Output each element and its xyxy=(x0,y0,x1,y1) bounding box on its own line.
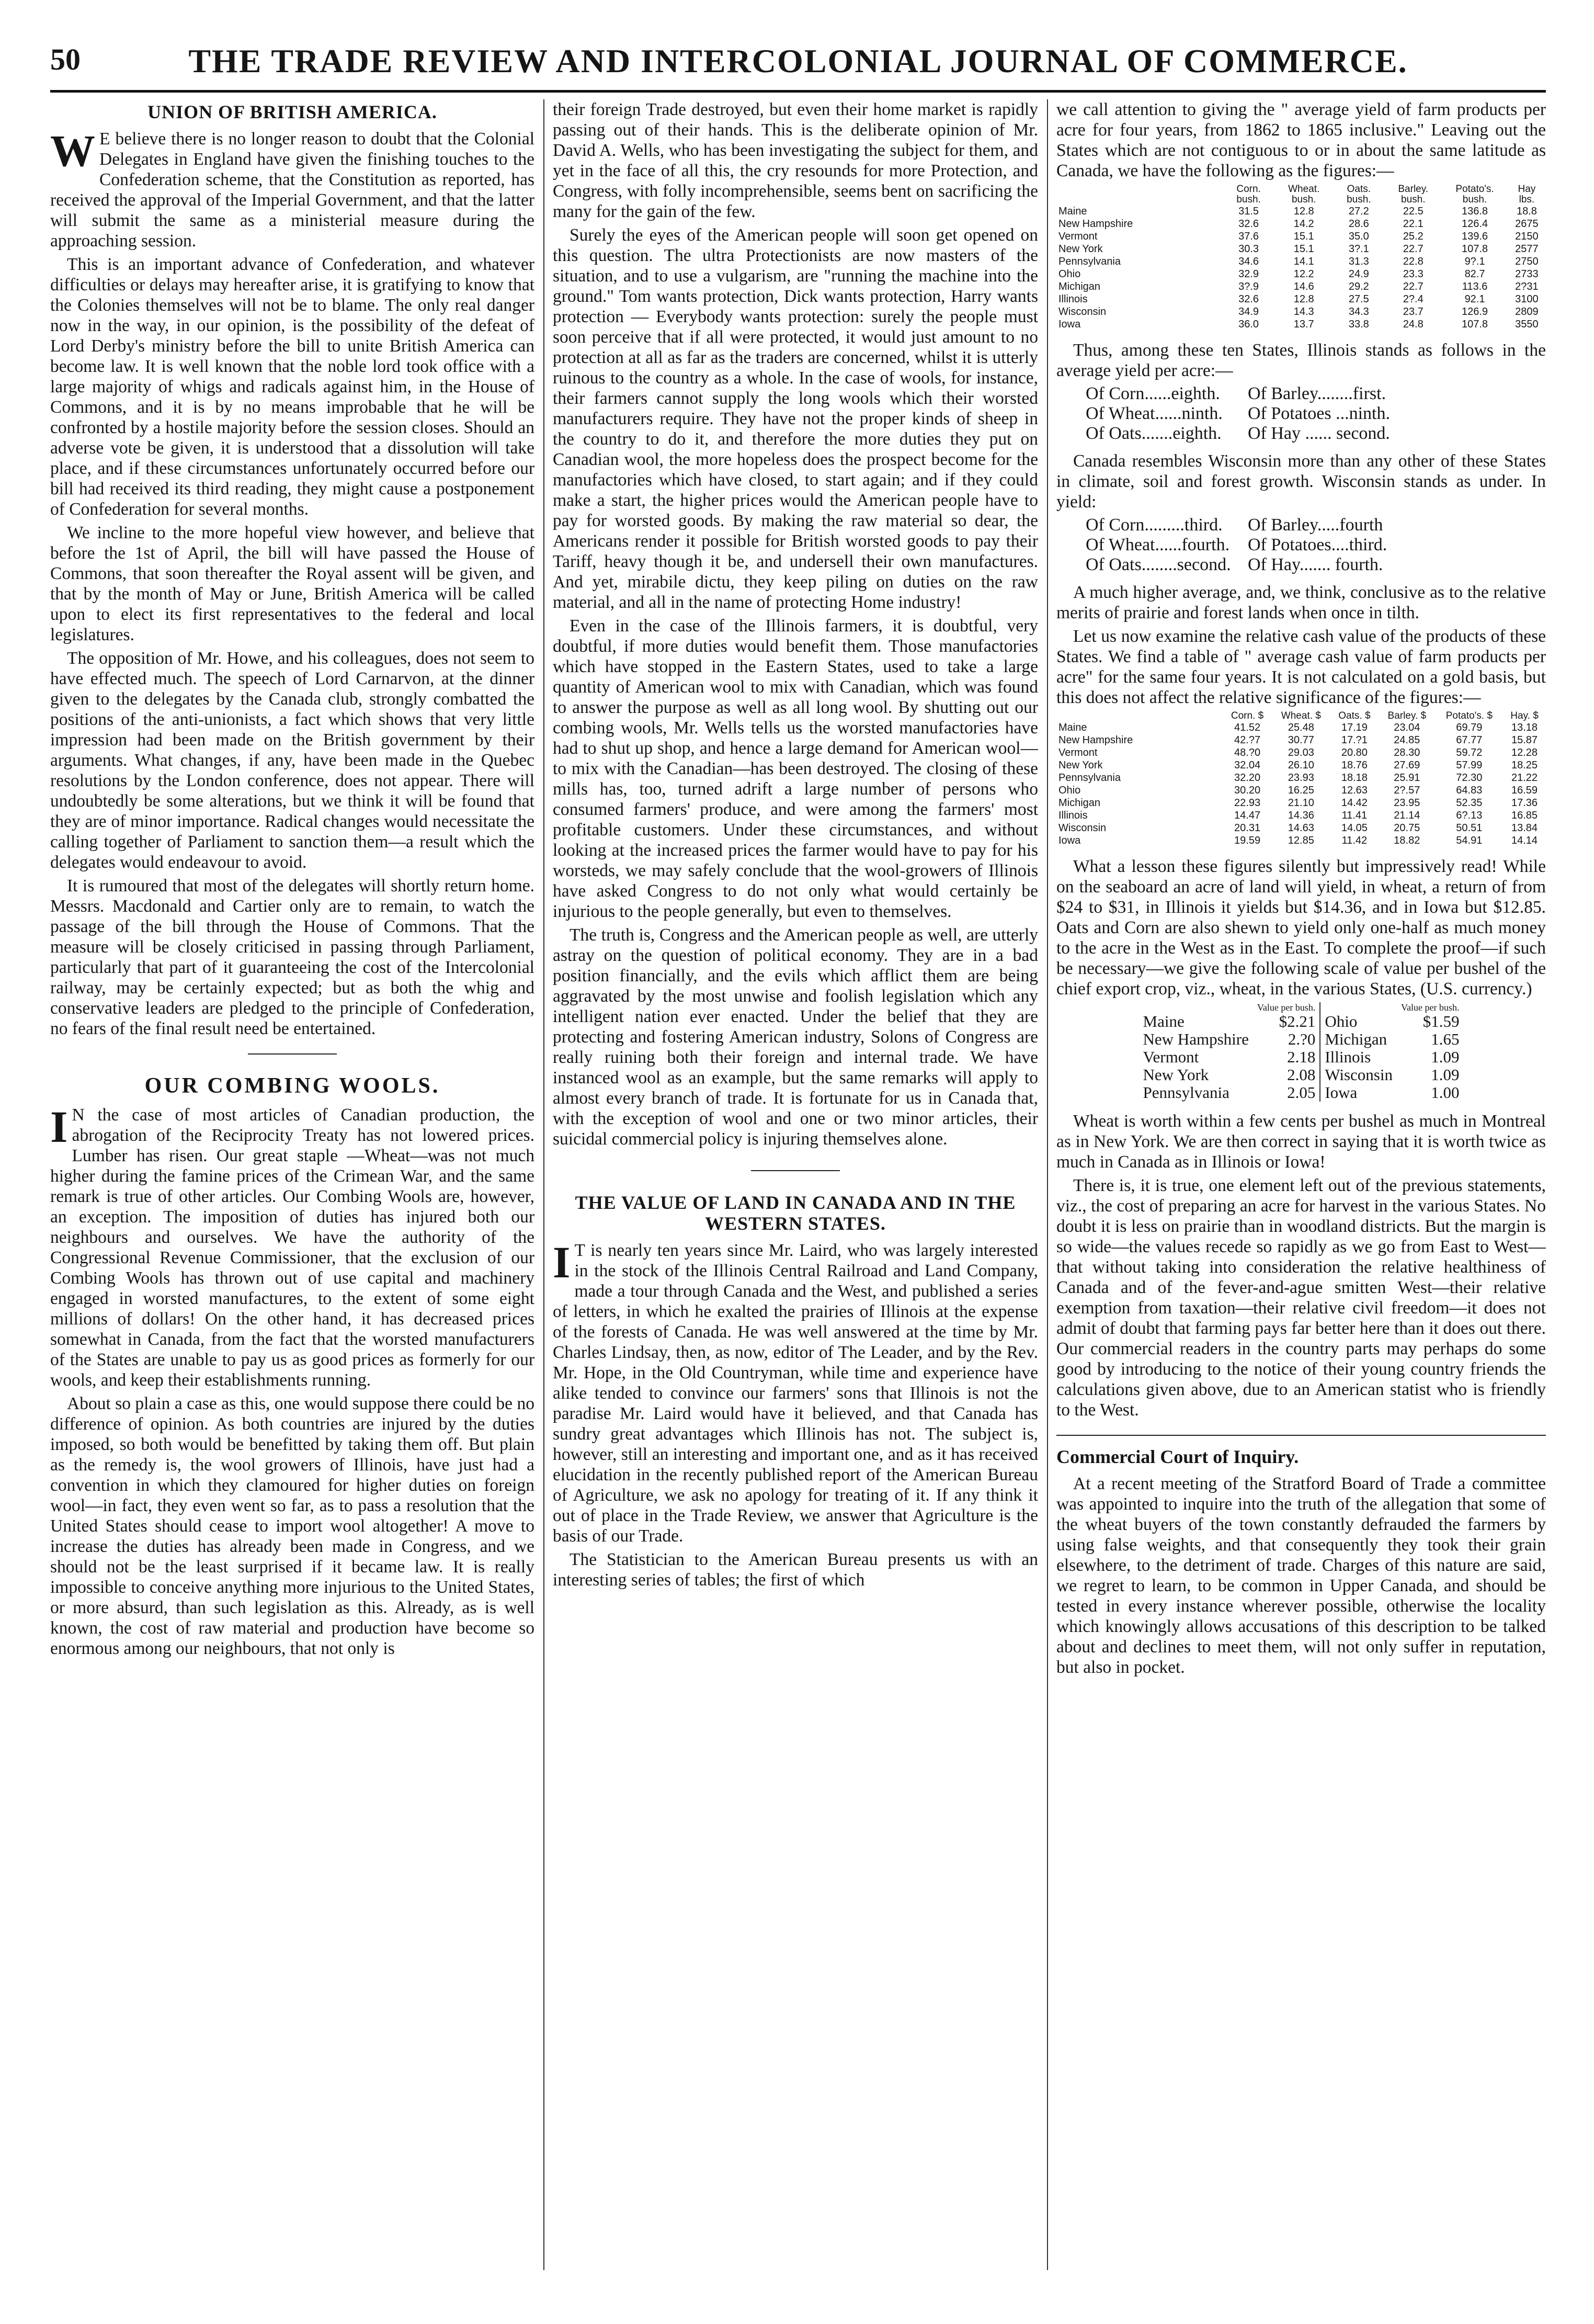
value-cell: 27.2 xyxy=(1348,206,1369,217)
value-cell: 30.77 xyxy=(1288,734,1314,746)
column-header: Wheat. $ xyxy=(1281,710,1321,721)
table-row xyxy=(1056,759,1546,772)
table-row xyxy=(1056,268,1546,280)
value-cell: 54.91 xyxy=(1456,835,1483,846)
value-cell: 113.6 xyxy=(1462,281,1488,292)
article-paragraph: Even in the case of the Illinois farmers, it is doubtful, very doubtful, if more duties would benefit them. Those manufactories which have stopped in the Eastern States, used to take a large quantity of American wool to mix with Canadian, which was found to answer the purpose as well as all long wool. By shutting out our combing wools, Mr. Wells tells us the worsted manufactories have had to shut up shop, and hence a large demand for American wool—to mix with the Canadian—has been destroyed. The closing of these mills has, too, turned adrift a large number of persons who consumed farmers' produce, and were among the farmers' most profitable customers. Under these circumstances, and without looking at the increased prices the farmer would have to pay for his worsteds, we may safely conclude that the wool-growers of Illinois have asked Congress to do not only what would certainly be injurious to the people generally, but even to themselves. xyxy=(553,616,1038,921)
value-cell: 14.6 xyxy=(1293,281,1314,292)
wheat-value-table xyxy=(1139,1002,1464,1102)
illinois-rank-list xyxy=(1086,384,1546,444)
table-row xyxy=(1056,809,1546,822)
value-cell: 27.69 xyxy=(1394,759,1420,771)
table-row xyxy=(1056,822,1546,834)
section-rule xyxy=(248,1053,337,1055)
value-cell: 22.93 xyxy=(1234,797,1261,809)
state-cell: Ohio xyxy=(1058,785,1081,796)
value-cell: 17.19 xyxy=(1341,722,1368,733)
section-rule xyxy=(751,1170,840,1171)
article-heading: OUR COMBING WOOLS. xyxy=(144,1074,440,1098)
value-cell: 34.9 xyxy=(1238,306,1259,318)
value-cell: 72.30 xyxy=(1456,772,1483,784)
state-cell: Wisconsin xyxy=(1320,1066,1397,1084)
state-cell: Iowa xyxy=(1058,319,1081,330)
article-paragraph: I T is nearly ten years since Mr. Laird, who was largely interested in the stock of the Illinois Central Railroad and Land Company, made a tour through Canada and the West, and published a series of letters, in which he exalted the prairies of Illinois at the expense of the forests of Canada. He was well answered at the time by Mr. Charles Lindsay, then, as now, editor of The Leader, and by the Rev. Mr. Hope, in the Old Countryman, while time and experience have alike tended to convince our farmers' sons that Illinois is not the paradise Mr. Laird would have it believed, and that Canada has sundry great advantages which Illinois has not. The subject is, however, still an interesting and important one, and as it has received elucidation in the recently published report of the American Bureau of Agriculture, we ask no apology for treating of it. If any think it out of place in the Trade Review, we answer that Agriculture is the basis of our Trade. xyxy=(553,1237,1038,1546)
value-cell: 3?.9 xyxy=(1238,281,1259,292)
rank-item: Of Barley........first. xyxy=(1248,384,1386,403)
article-land xyxy=(553,1192,1038,1590)
table-row xyxy=(1056,280,1546,293)
state-cell: Maine xyxy=(1143,1012,1185,1030)
cash-value-table xyxy=(1056,711,1546,847)
column-3 xyxy=(1056,99,1546,2275)
article-paragraph: The Statistician to the American Bureau presents us with an interesting series of tables; the first of which xyxy=(553,1550,1038,1590)
column-header: Hay. $ xyxy=(1510,710,1539,721)
value-cell: 32.20 xyxy=(1234,772,1261,784)
value-cell: 2733 xyxy=(1515,268,1539,280)
value-cell: 34.6 xyxy=(1238,256,1259,267)
value-cell: 29.2 xyxy=(1348,281,1369,292)
value-cell: 69.79 xyxy=(1456,722,1483,733)
value-cell: 24.8 xyxy=(1403,319,1424,330)
value-cell: 14.63 xyxy=(1288,822,1314,834)
value-cell: 2.08 xyxy=(1287,1065,1316,1084)
state-cell: Vermont xyxy=(1058,747,1098,758)
column-header: Corn. $ xyxy=(1231,710,1264,721)
value-cell: 12.28 xyxy=(1511,747,1538,758)
table-row xyxy=(1139,1030,1464,1048)
table-row xyxy=(1139,1084,1464,1102)
value-cell: 26.10 xyxy=(1288,759,1314,771)
article-paragraph: Canada resembles Wisconsin more than any other of these States in climate, soil and forest growth. Wisconsin stands as under. In yield: xyxy=(1056,451,1546,512)
value-cell: 28.30 xyxy=(1394,747,1420,758)
value-cell: 57.99 xyxy=(1456,759,1483,771)
value-cell: 64.83 xyxy=(1456,785,1483,796)
column-header: Oats. bush. xyxy=(1347,184,1371,205)
value-cell: 11.41 xyxy=(1341,810,1368,821)
masthead xyxy=(50,42,1546,84)
article-paragraph: Surely the eyes of the American people will soon get opened on this question. The ultra Protectionists are now masters of the situation, and to use a vulgarism, are "running the machine into the ground." Tom wants protection, Dick wants protection, Harry wants protection — Everybody wants protection: surely the people must soon perceive that if all were protected, it would just amount to no protection at all as far as the traders are concerned, whilst it is utterly ruinous to the country as a whole. In the case of wools, for instance, their farmers cannot supply the long wools which their worsted manufacturers require. They have not the proper kinds of sheep in the country to do it, and therefore the more duties they put on Canadian wool, the more hopeless does the prospect become for the manufactories which have closed, to start again; and if they could make a start, the higher prices would the American people have to pay for worsted goods. By making the raw material so dear, the Americans render it possible for British worsted goods to pay their Tariff, heavy though it be, and undersell their own manufactures. And yet, mirabile dictu, they keep piling on duties on the raw material, and all in the name of protecting Home industry! xyxy=(553,225,1038,612)
header-rule xyxy=(50,90,1546,93)
table-row xyxy=(1056,772,1546,784)
value-cell: 2577 xyxy=(1515,243,1539,255)
value-cell: 22.7 xyxy=(1403,243,1424,255)
value-cell: 35.0 xyxy=(1348,231,1369,242)
value-cell: 20.31 xyxy=(1234,822,1261,834)
value-cell: 22.5 xyxy=(1403,206,1424,217)
value-cell: 13.18 xyxy=(1511,722,1538,733)
rank-item: Of Wheat......fourth. xyxy=(1086,535,1230,554)
value-cell: 21.10 xyxy=(1288,797,1314,809)
value-cell: 30.20 xyxy=(1234,785,1261,796)
table-row xyxy=(1056,293,1546,305)
article-paragraph: A much higher average, and, we think, conclusive as to the relative merits of prairie and forest lands when once in tilth. xyxy=(1056,583,1546,622)
column-header: Barley. $ xyxy=(1387,710,1427,721)
value-cell: 23.93 xyxy=(1288,772,1314,784)
article-heading: Commercial Court of Inquiry. xyxy=(1056,1446,1299,1467)
value-cell: 23.95 xyxy=(1394,797,1420,809)
drop-cap: W xyxy=(50,126,95,176)
column-header: Potato's. bush. xyxy=(1455,184,1494,205)
value-cell: 22.7 xyxy=(1403,281,1424,292)
state-cell: Wisconsin xyxy=(1058,822,1107,834)
article-paragraph: Let us now examine the relative cash value of the products of these States. We find a table of " average cash value of farm products per acre" for the same four years. It is not calculated on a gold basis, but this does not affect the relative significance of the figures:— xyxy=(1056,627,1546,707)
value-cell: 9?.1 xyxy=(1464,256,1485,267)
value-cell: 11.42 xyxy=(1341,835,1368,846)
value-cell: 92.1 xyxy=(1464,293,1485,305)
rank-item: Of Hay ...... second. xyxy=(1248,424,1390,443)
value-cell: 3?.1 xyxy=(1348,243,1369,255)
article-union xyxy=(50,101,534,1039)
value-cell: 1.65 xyxy=(1431,1030,1460,1048)
value-cell: 12.63 xyxy=(1341,785,1368,796)
value-cell: 2.05 xyxy=(1287,1083,1316,1102)
value-cell: 16.85 xyxy=(1511,810,1538,821)
table-row xyxy=(1056,243,1546,255)
article-paragraph: What a lesson these figures silently but impressively read! While on the seaboard an acre of land will yield, in wheat, a return of from $24 to $31, in Illinois it yields but $14.36, and in Iowa but $12.85. Oats and Corn are also shewn to yield only one-half as much money to the acre in the West as in the East. To complete the proof—if such be necessary—we give the following scale of value per bushel of the chief export crop, viz., wheat, in the various States, (U.S. currency.) xyxy=(1056,857,1546,999)
value-cell: 18.25 xyxy=(1511,759,1538,771)
page-number: 50 xyxy=(50,42,81,76)
value-cell: 1.00 xyxy=(1431,1083,1460,1102)
value-cell: 12.8 xyxy=(1293,293,1314,305)
value-cell: 30.3 xyxy=(1238,243,1259,255)
article-heading: THE VALUE OF LAND IN CANADA AND IN THE WESTERN STATES. xyxy=(575,1192,1016,1234)
state-cell: Wisconsin xyxy=(1058,306,1107,318)
state-cell: Michigan xyxy=(1320,1030,1397,1048)
drop-cap: I xyxy=(553,1237,571,1287)
table-row xyxy=(1056,230,1546,243)
column-header: Potato's. $ xyxy=(1445,710,1493,721)
value-cell: 2?31 xyxy=(1515,281,1539,292)
value-cell: 126.4 xyxy=(1462,218,1488,230)
value-cell: 3100 xyxy=(1515,293,1539,305)
value-cell: 2150 xyxy=(1515,231,1539,242)
state-cell: Iowa xyxy=(1058,835,1081,846)
value-cell: 2750 xyxy=(1515,256,1539,267)
table-row xyxy=(1056,721,1546,734)
value-cell: 2.18 xyxy=(1287,1048,1316,1066)
article-heading: UNION OF BRITISH AMERICA. xyxy=(147,101,437,122)
column-divider xyxy=(1047,99,1048,2270)
state-cell: Vermont xyxy=(1058,231,1098,242)
value-cell: $1.59 xyxy=(1422,1012,1460,1030)
value-cell: 2809 xyxy=(1515,306,1539,318)
article-paragraph: Thus, among these ten States, Illinois stands as follows in the average yield per acre:— xyxy=(1056,341,1546,380)
value-cell: 20.75 xyxy=(1394,822,1420,834)
rank-item: Of Oats........second. xyxy=(1086,555,1231,574)
value-cell: 29.03 xyxy=(1288,747,1314,758)
value-cell: 14.14 xyxy=(1511,835,1538,846)
wisconsin-rank-list xyxy=(1086,515,1546,575)
value-cell: 136.8 xyxy=(1462,206,1488,217)
article-paragraph: It is rumoured that most of the delegates will shortly return home. Messrs. Macdonald and Cartier only are to remain, to watch the passage of the bill through the House of Commons. That the measure will be closely criticised in passing through Parliament, particularly that part of it guaranteeing the cost of the Intercolonial railway, may be certainly expected; but as both the whig and conservative leaders are pledged to the principle of Confederation, no fears of the final result need be entertained. xyxy=(50,876,534,1038)
state-cell: Maine xyxy=(1058,206,1087,217)
article-paragraph: This is an important advance of Confederation, and whatever difficulties or delays may hereafter arise, it is gratifying to know that the Colonies themselves will not be to blame. The only real danger now in the way, in our opinion, is the possibility of the defeat of Lord Derby's ministry before the bill to unite British America can become law. It is well known that the noble lord took office with a large majority of whigs and radicals against him, in the House of Commons, and it is by no means improbable that he will be confronted by a hostile majority before the session closes. Should an adverse vote be given, it is understood that a dissolution will take place, and if these circumstances unfortunately occurred before our bill had received its third reading, they might cause a postponement of Confederation for several months. xyxy=(50,255,534,519)
table-corner xyxy=(1056,711,1223,721)
column-divider xyxy=(543,99,544,2270)
drop-cap: I xyxy=(50,1102,68,1152)
article-paragraph: About so plain a case as this, one would suppose there could be no difference of opinion. As both countries are injured by the duties imposed, so both would be benefitted by taking them off. But plain as the remedy is, the wool growers of Illinois, have just had a convention in which they clamoured for higher duties on foreign wool—in fact, they even went so far, as to pass a resolution that the United States should cease to import wool altogether! A move to increase the duties has already been made in Congress, and we should not be the least surprised if it became law. It is really impossible to conceive anything more injurious to the United States, or more absurd, than such legislation as this. Already, as is well known, the cost of raw material and production have become so enormous among our neighbours, that not only is xyxy=(50,1394,534,1658)
table-corner xyxy=(1056,184,1223,205)
article-court xyxy=(1056,1446,1546,1677)
state-cell: New York xyxy=(1058,243,1103,255)
table-row xyxy=(1056,318,1546,331)
article-wools-continued xyxy=(553,99,1038,1149)
state-cell: Pennsylvania xyxy=(1058,772,1121,784)
value-cell: 24.9 xyxy=(1348,268,1369,280)
value-cell: 14.36 xyxy=(1288,810,1314,821)
value-cell: 25.91 xyxy=(1394,772,1420,784)
value-cell: 59.72 xyxy=(1456,747,1483,758)
value-cell: 18.18 xyxy=(1341,772,1368,784)
rank-item: Of Potatoes ...ninth. xyxy=(1248,404,1390,423)
value-cell: 2675 xyxy=(1515,218,1539,230)
value-cell: 2?.4 xyxy=(1403,293,1424,305)
value-cell: 32.6 xyxy=(1238,218,1259,230)
column-1 xyxy=(50,99,534,2275)
value-cell: 50.51 xyxy=(1456,822,1483,834)
value-cell: 15.87 xyxy=(1511,734,1538,746)
value-cell: 31.3 xyxy=(1348,256,1369,267)
value-cell: 23.7 xyxy=(1403,306,1424,318)
state-cell: Michigan xyxy=(1058,797,1101,809)
value-cell: 21.14 xyxy=(1394,810,1420,821)
value-cell: 14.2 xyxy=(1293,218,1314,230)
value-cell: 41.52 xyxy=(1234,722,1261,733)
value-cell: 2?.57 xyxy=(1394,785,1420,796)
value-cell: 139.6 xyxy=(1462,231,1488,242)
table-row xyxy=(1139,1013,1464,1030)
article-paragraph: their foreign Trade destroyed, but even their home market is rapidly passing out of their hands. This is the deliberate opinion of Mr. David A. Wells, who has been investigating the subject for them, and yet in the face of all this, the cry resounds for more Protection, and Congress, with folly incomprehensible, seems bent on sacrificing the many for the gain of the few. xyxy=(553,100,1038,221)
state-cell: New York xyxy=(1058,759,1103,771)
value-cell: 32.6 xyxy=(1238,293,1259,305)
value-cell: 107.8 xyxy=(1462,319,1488,330)
value-cell: 13.7 xyxy=(1293,319,1314,330)
column-header: Corn. bush. xyxy=(1236,184,1261,205)
article-paragraph: The truth is, Congress and the American people as well, are utterly astray on the question of political economy. They are in a bad position financially, and the evils which afflict them are being aggravated by the most unwise and foolish legislation which any intelligent nation ever enacted. Under the belief that they are protecting and fostering American industry, Solons of Congress are really ruining both their foreign and internal trade. We have instanced wool as an example, but the same remarks will apply to almost every branch of trade. It is fortunate for us in Canada that, with the exception of wool and one or two minor articles, their suicidal commercial policy is injuring themselves alone. xyxy=(553,925,1038,1149)
value-cell: 20.80 xyxy=(1341,747,1368,758)
value-cell: 12.85 xyxy=(1288,835,1314,846)
state-cell: Illinois xyxy=(1320,1048,1397,1066)
value-cell: 27.5 xyxy=(1348,293,1369,305)
table-row xyxy=(1056,205,1546,218)
state-cell: Iowa xyxy=(1320,1084,1397,1102)
value-cell: 107.8 xyxy=(1462,243,1488,255)
column-header: Oats. $ xyxy=(1338,710,1371,721)
value-cell: 6?.13 xyxy=(1456,810,1483,821)
state-cell: New York xyxy=(1143,1065,1209,1084)
value-cell: 14.3 xyxy=(1293,306,1314,318)
value-cell: 14.1 xyxy=(1293,256,1314,267)
value-header: Value per bush. xyxy=(1257,1002,1316,1013)
column-header: Wheat. bush. xyxy=(1288,184,1320,205)
value-cell: 16.59 xyxy=(1511,785,1538,796)
state-cell: Michigan xyxy=(1058,281,1101,292)
yield-table xyxy=(1056,184,1546,331)
value-cell: 25.2 xyxy=(1403,231,1424,242)
value-cell: 17.36 xyxy=(1511,797,1538,809)
value-cell: 3550 xyxy=(1515,319,1539,330)
value-cell: 31.5 xyxy=(1238,206,1259,217)
table-row xyxy=(1056,834,1546,847)
column-header: Hay lbs. xyxy=(1518,184,1536,205)
table-row xyxy=(1056,746,1546,759)
table-row xyxy=(1056,255,1546,268)
state-cell: Ohio xyxy=(1320,1013,1397,1030)
state-cell: Illinois xyxy=(1058,810,1088,821)
value-cell: 15.1 xyxy=(1293,243,1314,255)
state-cell: Vermont xyxy=(1143,1048,1199,1066)
value-cell: 23.3 xyxy=(1403,268,1424,280)
value-cell: 32.04 xyxy=(1234,759,1261,771)
value-cell: 126.9 xyxy=(1462,306,1488,318)
value-cell: 82.7 xyxy=(1464,268,1485,280)
value-cell: $2.21 xyxy=(1279,1012,1316,1030)
state-cell: New Hampshire xyxy=(1143,1030,1249,1048)
value-cell: 52.35 xyxy=(1456,797,1483,809)
value-cell: 15.1 xyxy=(1293,231,1314,242)
rank-item: Of Barley.....fourth xyxy=(1248,515,1383,535)
article-paragraph: At a recent meeting of the Stratford Board of Trade a committee was appointed to inquire into the truth of the allegation that some of the wheat buyers of the town constantly defrauded the farmers by using false weights, and that consequently they took their grain elsewhere, to the detriment of trade. Charges of this nature are said, we regret to learn, to be common in Upper Canada, and should be tested in every instance wherever possible, otherwise the locality which knowingly allows accusations of this description to be talked about and declines to meet them, will not only suffer in reputation, but also in pocket. xyxy=(1056,1474,1546,1677)
value-cell: 21.22 xyxy=(1511,772,1538,784)
state-cell: New Hampshire xyxy=(1058,218,1133,230)
value-cell: 1.09 xyxy=(1431,1065,1460,1084)
value-cell: 18.76 xyxy=(1341,759,1368,771)
column-2 xyxy=(553,99,1038,2275)
state-cell: Ohio xyxy=(1058,268,1081,280)
value-cell: 1.09 xyxy=(1431,1048,1460,1066)
table-row xyxy=(1056,734,1546,746)
table-row xyxy=(1056,784,1546,797)
rank-item: Of Oats.......eighth. xyxy=(1086,424,1222,443)
rank-item: Of Hay....... fourth. xyxy=(1248,555,1383,574)
value-cell: 22.8 xyxy=(1403,256,1424,267)
value-cell: 2.?0 xyxy=(1288,1030,1316,1048)
value-cell: 12.8 xyxy=(1293,206,1314,217)
table-row xyxy=(1056,218,1546,230)
article-paragraph: W E believe there is no longer reason to doubt that the Colonial Delegates in England have given the finishing touches to the Confederation scheme, that the Constitution as reported, has received the approval of the Imperial Government, and that the latter will submit the same as a ministerial measure during the approaching session. xyxy=(50,126,534,251)
journal-title: THE TRADE REVIEW AND INTERCOLONIAL JOURNAL OF COMMERCE. xyxy=(188,42,1408,80)
rank-item: Of Potatoes....third. xyxy=(1248,535,1387,554)
value-cell: 28.6 xyxy=(1348,218,1369,230)
value-cell: 42.?7 xyxy=(1234,734,1261,746)
value-cell: 22.1 xyxy=(1403,218,1424,230)
state-cell: Maine xyxy=(1058,722,1087,733)
value-cell: 14.47 xyxy=(1234,810,1261,821)
table-row xyxy=(1056,797,1546,809)
value-cell: 32.9 xyxy=(1238,268,1259,280)
state-cell: Pennsylvania xyxy=(1143,1083,1229,1102)
table-row xyxy=(1056,305,1546,318)
table-row xyxy=(1139,1048,1464,1066)
value-cell: 16.25 xyxy=(1288,785,1314,796)
state-cell: New Hampshire xyxy=(1058,734,1133,746)
table-row xyxy=(1139,1066,1464,1084)
rank-item: Of Corn.........third. xyxy=(1086,515,1223,535)
value-cell: 24.85 xyxy=(1394,734,1420,746)
state-cell: Pennsylvania xyxy=(1058,256,1121,267)
value-cell: 18.8 xyxy=(1516,206,1537,217)
value-cell: 14.42 xyxy=(1341,797,1368,809)
article-paragraph: we call attention to giving the " average yield of farm products per acre for four years, from 1862 to 1865 inclusive." Leaving out the States which are not contiguous to or in about the same latitude as Canada, we have the following as the figures:— xyxy=(1056,100,1546,180)
value-cell: 19.59 xyxy=(1234,835,1261,846)
value-cell: 13.84 xyxy=(1511,822,1538,834)
value-cell: 48.?0 xyxy=(1234,747,1261,758)
article-wools xyxy=(50,1075,534,1659)
section-rule xyxy=(1056,1435,1546,1436)
value-cell: 23.04 xyxy=(1394,722,1420,733)
value-cell: 36.0 xyxy=(1238,319,1259,330)
article-paragraph: The opposition of Mr. Howe, and his colleagues, does not seem to have effected much. The speech of Lord Carnarvon, at the dinner given to the delegates by the Canada club, strongly combatted the positions of the anti-unionists, a fact which shows that very little impression had been made on the British government by their arguments. What changes, if any, have been made in the Quebec resolutions by the London conference, does not appear. There will undoubtedly be some alterations, but we think it will be found that they are of minor importance. Radical changes would necessitate the calling together of Parliament to sanction them—a result which the delegates would endeavour to avoid. xyxy=(50,649,534,872)
value-header: Value per bush. xyxy=(1401,1002,1460,1013)
column-header: Barley. bush. xyxy=(1398,184,1429,205)
article-paragraph: We incline to the more hopeful view however, and believe that before the 1st of April, the bill will have passed the House of Commons, that soon thereafter the Royal assent will be given, and that by the month of May or June, British America will be called upon to elect its first representatives to the federal and local legislatures. xyxy=(50,523,534,644)
rank-item: Of Corn......eighth. xyxy=(1086,384,1220,403)
article-land-continued xyxy=(1056,99,1546,1420)
value-cell: 33.8 xyxy=(1348,319,1369,330)
value-cell: 25.48 xyxy=(1288,722,1314,733)
value-cell: 14.05 xyxy=(1341,822,1368,834)
value-cell: 17.?1 xyxy=(1341,734,1368,746)
state-cell: Illinois xyxy=(1058,293,1088,305)
article-paragraph: Wheat is worth within a few cents per bushel as much in Montreal as in New York. We are then correct in saying that it is worth twice as much in Canada as in Illinois or Iowa! xyxy=(1056,1112,1546,1172)
value-cell: 67.77 xyxy=(1456,734,1483,746)
rank-item: Of Wheat......ninth. xyxy=(1086,404,1223,423)
value-cell: 37.6 xyxy=(1238,231,1259,242)
value-cell: 34.3 xyxy=(1348,306,1369,318)
article-paragraph: I N the case of most articles of Canadian production, the abrogation of the Reciprocity Treaty has not lowered prices. Lumber has risen. Our great staple —Wheat—was not much higher during the famine prices of the Crimean War, and the same remark is true of other articles. Our Combing Wools are, however, an exception. The imposition of duties has injured both our neighbours and ourselves. We have the authority of the Congressional Revenue Commissioner, that the exclusion of our Combing Wools has thrown out of use capital and machinery engaged in worsted manufactures, to the extent of some eight millions of dollars! On the other hand, it has decreased prices somewhat in Canada, from the fact that the worsted manufacturers of the States are unable to pay us as good prices as formerly for our wools, and keep their establishments running. xyxy=(50,1102,534,1390)
value-cell: 12.2 xyxy=(1293,268,1314,280)
value-cell: 18.82 xyxy=(1394,835,1420,846)
article-paragraph: There is, it is true, one element left out of the previous statements, viz., the cost of preparing an acre for harvest in the various States. No doubt it is less on prairie than in woodland districts. But the margin is so wide—the values recede so rapidly as we go from East to West—that without taking into consideration the relative healthiness of Canada and of the fever-and-ague smitten West—their relative exemption from taxation—their relative civil freedom—it does not admit of doubt that farming pays far better here than it does out there. Our commercial readers in the country parts may perhaps do some good by introducing to the notice of their young country friends the calculations given above, due to an American statist who is friendly to the West. xyxy=(1056,1176,1546,1420)
